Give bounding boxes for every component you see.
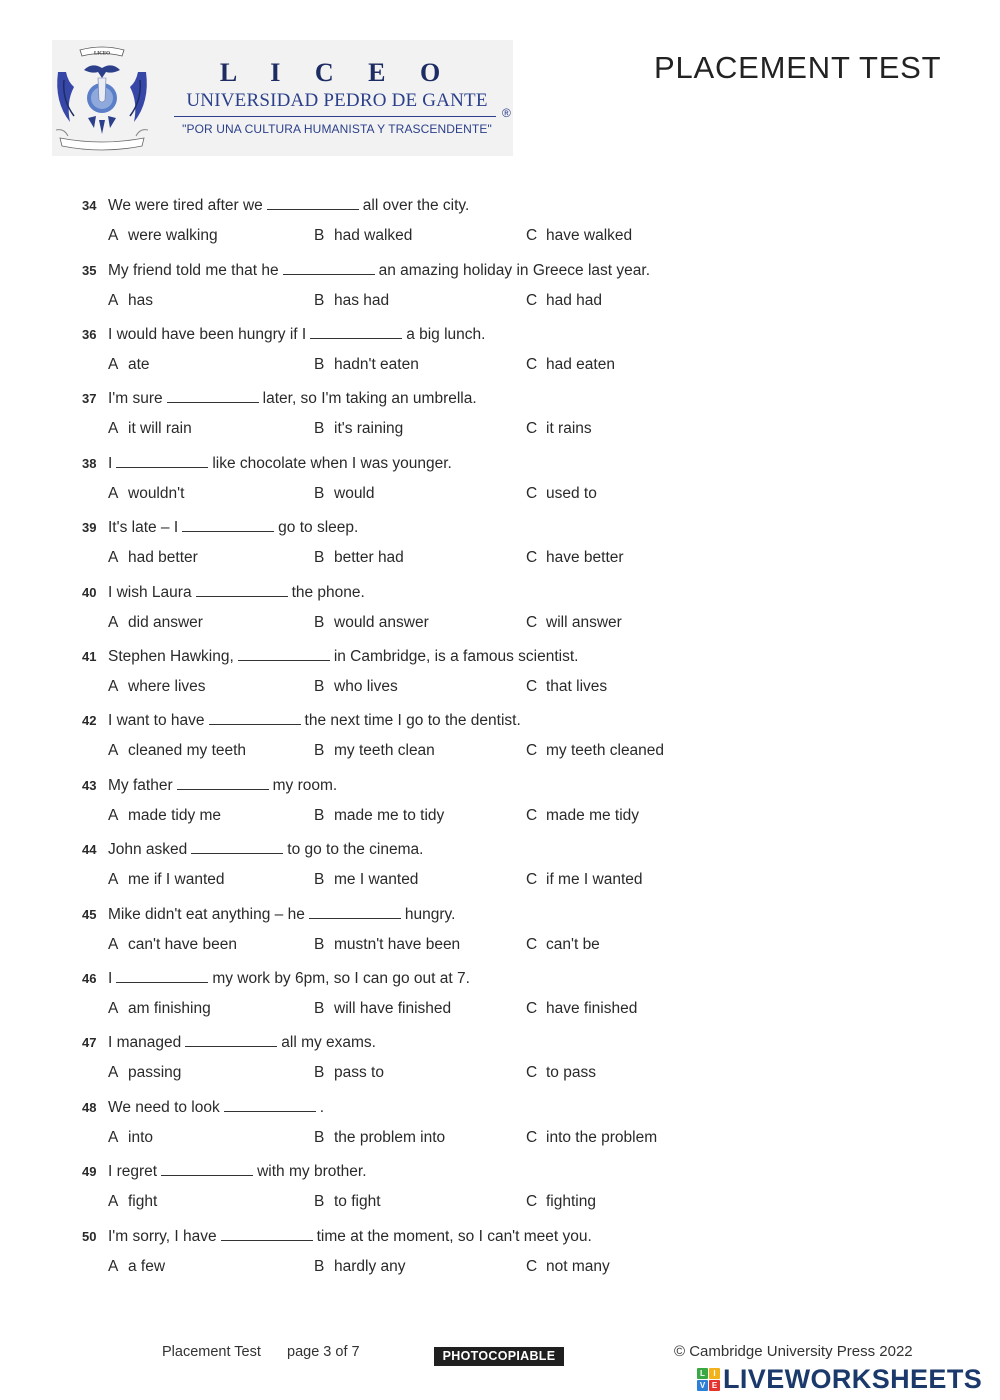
option-letter: B xyxy=(314,871,325,888)
question-number: 37 xyxy=(82,391,97,406)
option-text: me I wanted xyxy=(334,871,419,888)
option-letter: A xyxy=(108,614,119,631)
option-text: have walked xyxy=(546,227,633,244)
option-text: has xyxy=(128,292,153,309)
question-45 xyxy=(82,905,455,927)
option-letter: C xyxy=(526,292,538,309)
question-text-after: time at the moment, so I can't meet you. xyxy=(316,1228,592,1245)
question-text-after: like chocolate when I was younger. xyxy=(212,455,452,472)
question-text-before: We were tired after we xyxy=(108,197,263,214)
options-46 xyxy=(108,1000,708,1022)
option-b[interactable] xyxy=(314,227,412,245)
option-text: cleaned my teeth xyxy=(128,742,247,759)
option-a[interactable] xyxy=(108,742,246,760)
option-letter: C xyxy=(526,1064,538,1081)
option-letter: A xyxy=(108,1193,119,1210)
options-39 xyxy=(108,549,708,571)
question-number: 34 xyxy=(82,198,97,213)
option-a[interactable] xyxy=(108,614,203,632)
banner-divider xyxy=(174,116,496,117)
question-text-before: I would have been hungry if I xyxy=(108,326,307,343)
question-36 xyxy=(82,325,485,347)
question-text-after: all over the city. xyxy=(362,197,470,214)
option-letter: C xyxy=(526,485,538,502)
question-number: 47 xyxy=(82,1035,97,1050)
crest-emblem-icon xyxy=(52,42,152,154)
option-c[interactable] xyxy=(526,356,615,374)
option-text: made me tidy xyxy=(546,807,640,824)
answer-blank[interactable] xyxy=(310,325,402,339)
option-text: that lives xyxy=(546,678,608,695)
option-letter: A xyxy=(108,227,119,244)
question-text-before: My friend told me that he xyxy=(108,262,279,279)
question-text-after: hungry. xyxy=(404,906,456,923)
option-text: did answer xyxy=(128,614,203,631)
option-text: pass to xyxy=(334,1064,384,1081)
option-letter: A xyxy=(108,485,119,502)
option-letter: B xyxy=(314,1129,325,1146)
answer-blank[interactable] xyxy=(191,840,283,854)
institution-logo-banner xyxy=(52,40,513,156)
question-42 xyxy=(82,711,521,733)
answer-blank[interactable] xyxy=(209,711,301,725)
question-46 xyxy=(82,969,470,991)
option-letter: C xyxy=(526,614,538,631)
question-text-before: I xyxy=(108,455,113,472)
option-text: who lives xyxy=(334,678,398,695)
option-letter: B xyxy=(314,549,325,566)
option-text: into the problem xyxy=(546,1129,658,1146)
option-text: to pass xyxy=(546,1064,596,1081)
option-letter: C xyxy=(526,1258,538,1275)
question-48 xyxy=(82,1098,324,1120)
option-text: if me I wanted xyxy=(546,871,643,888)
live-block-l: L xyxy=(697,1368,708,1379)
option-letter: A xyxy=(108,871,119,888)
question-number: 35 xyxy=(82,263,97,278)
options-40 xyxy=(108,614,708,636)
option-c[interactable] xyxy=(526,549,624,567)
question-text-after: my work by 6pm, so I can go out at 7. xyxy=(212,970,470,987)
question-number: 43 xyxy=(82,778,97,793)
option-text: made tidy me xyxy=(128,807,222,824)
option-text: am finishing xyxy=(128,1000,211,1017)
question-number: 36 xyxy=(82,327,97,342)
option-c[interactable] xyxy=(526,420,592,438)
option-b[interactable] xyxy=(314,549,404,567)
option-text: had walked xyxy=(334,227,413,244)
option-letter: B xyxy=(314,614,325,631)
option-letter: A xyxy=(108,420,119,437)
option-letter: C xyxy=(526,936,538,953)
option-text: fighting xyxy=(546,1193,596,1210)
footer-page-number: page 3 of 7 xyxy=(287,1344,360,1360)
option-text: the problem into xyxy=(334,1129,446,1146)
option-c[interactable] xyxy=(526,485,597,503)
option-text: passing xyxy=(128,1064,182,1081)
option-letter: A xyxy=(108,356,119,373)
option-a[interactable] xyxy=(108,678,206,696)
answer-blank[interactable] xyxy=(116,454,208,468)
option-b[interactable] xyxy=(314,614,429,632)
option-letter: A xyxy=(108,1000,119,1017)
institution-motto: "POR UNA CULTURA HUMANISTA Y TRASCENDENTE" xyxy=(182,122,492,136)
option-b[interactable] xyxy=(314,1193,381,1211)
answer-blank[interactable] xyxy=(267,196,359,210)
option-text: mustn't have been xyxy=(334,936,461,953)
option-a[interactable] xyxy=(108,292,153,310)
option-letter: C xyxy=(526,1193,538,1210)
question-41 xyxy=(82,647,578,669)
option-text: better had xyxy=(334,549,404,566)
question-text-before: It's late – I xyxy=(108,519,179,536)
option-letter: B xyxy=(314,227,325,244)
live-block-e: E xyxy=(709,1380,720,1391)
option-text: can't be xyxy=(546,936,600,953)
option-letter: A xyxy=(108,549,119,566)
option-b[interactable] xyxy=(314,485,375,503)
question-text-before: Stephen Hawking, xyxy=(108,648,234,665)
option-c[interactable] xyxy=(526,292,602,310)
footer-test-name: Placement Test xyxy=(162,1344,261,1360)
option-text: had better xyxy=(128,549,198,566)
registered-mark: ® xyxy=(502,106,511,120)
question-50 xyxy=(82,1227,592,1249)
options-35 xyxy=(108,292,708,314)
photocopiable-badge: PHOTOCOPIABLE xyxy=(434,1347,564,1366)
option-a[interactable] xyxy=(108,807,221,825)
option-letter: B xyxy=(314,420,325,437)
question-text-before: I wish Laura xyxy=(108,584,192,601)
answer-blank[interactable] xyxy=(283,261,375,275)
option-a[interactable] xyxy=(108,549,198,567)
option-a[interactable] xyxy=(108,1064,181,1082)
option-letter: B xyxy=(314,1193,325,1210)
option-letter: C xyxy=(526,1000,538,1017)
answer-blank[interactable] xyxy=(185,1033,277,1047)
option-c[interactable] xyxy=(526,1193,596,1211)
option-c[interactable] xyxy=(526,871,643,889)
options-41 xyxy=(108,678,708,700)
copyright-notice: © Cambridge University Press 2022 xyxy=(674,1343,913,1360)
option-b[interactable] xyxy=(314,420,403,438)
option-a[interactable] xyxy=(108,1193,157,1211)
liveworksheets-logo[interactable] xyxy=(697,1365,982,1393)
option-text: hadn't eaten xyxy=(334,356,419,373)
option-b[interactable] xyxy=(314,356,419,374)
page-title: PLACEMENT TEST xyxy=(654,50,942,85)
option-text: where lives xyxy=(128,678,206,695)
option-letter: B xyxy=(314,936,325,953)
question-text-before: Mike didn't eat anything – he xyxy=(108,906,305,923)
live-block-v: V xyxy=(697,1380,708,1391)
option-text: used to xyxy=(546,485,597,502)
answer-blank[interactable] xyxy=(221,1227,313,1241)
question-text-after: my room. xyxy=(272,777,338,794)
question-text-after: the phone. xyxy=(291,584,365,601)
option-text: would xyxy=(334,485,375,502)
live-block-i: I xyxy=(709,1368,720,1379)
option-b[interactable] xyxy=(314,807,444,825)
option-letter: A xyxy=(108,1258,119,1275)
option-text: had had xyxy=(546,292,603,309)
option-a[interactable] xyxy=(108,485,184,503)
option-letter: C xyxy=(526,678,538,695)
option-letter: B xyxy=(314,1000,325,1017)
option-text: were walking xyxy=(128,227,218,244)
question-text-before: I want to have xyxy=(108,712,205,729)
question-text-before: We need to look xyxy=(108,1099,220,1116)
question-40 xyxy=(82,583,365,605)
question-number: 41 xyxy=(82,649,97,664)
option-letter: C xyxy=(526,549,538,566)
option-c[interactable] xyxy=(526,1129,657,1147)
answer-blank[interactable] xyxy=(238,647,330,661)
question-text-after: in Cambridge, is a famous scientist. xyxy=(333,648,579,665)
question-text-after: later, so I'm taking an umbrella. xyxy=(262,390,477,407)
answer-blank[interactable] xyxy=(182,518,274,532)
question-text-after: a big lunch. xyxy=(406,326,486,343)
option-c[interactable] xyxy=(526,1064,596,1082)
question-number: 39 xyxy=(82,520,97,535)
option-c[interactable] xyxy=(526,1000,637,1018)
option-c[interactable] xyxy=(526,807,639,825)
options-48 xyxy=(108,1129,708,1151)
options-34 xyxy=(108,227,708,249)
question-text-after: an amazing holiday in Greece last year. xyxy=(378,262,650,279)
question-39 xyxy=(82,518,358,540)
option-a[interactable] xyxy=(108,356,150,374)
question-text-before: John asked xyxy=(108,841,188,858)
option-text: has had xyxy=(334,292,390,309)
option-a[interactable] xyxy=(108,1258,165,1276)
option-letter: B xyxy=(314,485,325,502)
institution-title: L I C E O xyxy=(219,58,455,87)
question-44 xyxy=(82,840,423,862)
question-43 xyxy=(82,776,337,798)
answer-blank[interactable] xyxy=(167,389,259,403)
option-text: wouldn't xyxy=(128,485,185,502)
option-letter: B xyxy=(314,807,325,824)
option-text: ate xyxy=(128,356,150,373)
option-letter: C xyxy=(526,742,538,759)
options-43 xyxy=(108,807,708,829)
option-letter: A xyxy=(108,807,119,824)
question-text-before: I xyxy=(108,970,113,987)
option-text: a few xyxy=(128,1258,166,1275)
answer-blank[interactable] xyxy=(177,776,269,790)
option-text: fight xyxy=(128,1193,158,1210)
option-letter: B xyxy=(314,678,325,695)
option-b[interactable] xyxy=(314,742,435,760)
option-text: it will rain xyxy=(128,420,192,437)
option-text: me if I wanted xyxy=(128,871,225,888)
options-49 xyxy=(108,1193,708,1215)
option-a[interactable] xyxy=(108,1129,153,1147)
svg-text:LICEO: LICEO xyxy=(93,51,111,57)
option-text: my teeth cleaned xyxy=(546,742,665,759)
option-c[interactable] xyxy=(526,936,600,954)
question-text-after: all my exams. xyxy=(281,1034,376,1051)
options-42 xyxy=(108,742,708,764)
option-letter: C xyxy=(526,807,538,824)
option-text: had eaten xyxy=(546,356,615,373)
option-letter: B xyxy=(314,1258,325,1275)
option-b[interactable] xyxy=(314,1258,406,1276)
option-letter: C xyxy=(526,871,538,888)
question-number: 49 xyxy=(82,1164,97,1179)
question-number: 42 xyxy=(82,713,97,728)
question-number: 38 xyxy=(82,456,97,471)
options-44 xyxy=(108,871,708,893)
options-50 xyxy=(108,1258,708,1280)
question-text-after: to go to the cinema. xyxy=(287,841,424,858)
option-text: my teeth clean xyxy=(334,742,435,759)
answer-blank[interactable] xyxy=(196,583,288,597)
question-text-before: I regret xyxy=(108,1163,158,1180)
option-c[interactable] xyxy=(526,1258,610,1276)
options-36 xyxy=(108,356,708,378)
option-text: made me to tidy xyxy=(334,807,445,824)
option-text: to fight xyxy=(334,1193,381,1210)
question-number: 40 xyxy=(82,585,97,600)
question-35 xyxy=(82,261,650,283)
option-letter: A xyxy=(108,678,119,695)
question-49 xyxy=(82,1162,367,1184)
option-text: have finished xyxy=(546,1000,638,1017)
option-letter: C xyxy=(526,227,538,244)
option-letter: C xyxy=(526,420,538,437)
answer-blank[interactable] xyxy=(161,1162,253,1176)
option-text: would answer xyxy=(334,614,429,631)
option-b[interactable] xyxy=(314,292,389,310)
question-number: 44 xyxy=(82,842,97,857)
option-letter: B xyxy=(314,1064,325,1081)
question-38 xyxy=(82,454,452,476)
option-text: have better xyxy=(546,549,624,566)
option-letter: A xyxy=(108,1129,119,1146)
option-letter: B xyxy=(314,356,325,373)
question-text-before: My father xyxy=(108,777,173,794)
option-a[interactable] xyxy=(108,420,192,438)
option-letter: A xyxy=(108,1064,119,1081)
options-45 xyxy=(108,936,708,958)
question-text-before: I managed xyxy=(108,1034,182,1051)
option-letter: A xyxy=(108,936,119,953)
question-34 xyxy=(82,196,469,218)
option-text: into xyxy=(128,1129,153,1146)
option-text: not many xyxy=(546,1258,610,1275)
option-b[interactable] xyxy=(314,1129,445,1147)
live-blocks-icon xyxy=(697,1368,720,1391)
options-47 xyxy=(108,1064,708,1086)
option-letter: B xyxy=(314,742,325,759)
option-letter: B xyxy=(314,292,325,309)
question-text-after: go to sleep. xyxy=(278,519,359,536)
option-text: can't have been xyxy=(128,936,237,953)
question-number: 50 xyxy=(82,1229,97,1244)
option-letter: A xyxy=(108,742,119,759)
question-number: 45 xyxy=(82,907,97,922)
option-b[interactable] xyxy=(314,871,418,889)
option-b[interactable] xyxy=(314,678,398,696)
question-37 xyxy=(82,389,477,411)
question-text-before: I'm sure xyxy=(108,390,163,407)
question-47 xyxy=(82,1033,376,1055)
options-38 xyxy=(108,485,708,507)
answer-blank[interactable] xyxy=(116,969,208,983)
option-text: hardly any xyxy=(334,1258,406,1275)
option-c[interactable] xyxy=(526,614,622,632)
option-a[interactable] xyxy=(108,871,225,889)
option-letter: C xyxy=(526,1129,538,1146)
option-text: it rains xyxy=(546,420,592,437)
option-letter: A xyxy=(108,292,119,309)
option-text: will have finished xyxy=(334,1000,452,1017)
option-letter: C xyxy=(526,356,538,373)
option-a[interactable] xyxy=(108,1000,211,1018)
option-text: will answer xyxy=(546,614,622,631)
liveworksheets-wordmark: LIVEWORKSHEETS xyxy=(723,1363,983,1394)
institution-name: UNIVERSIDAD PEDRO DE GANTE xyxy=(186,90,488,111)
option-c[interactable] xyxy=(526,742,664,760)
option-b[interactable] xyxy=(314,1000,451,1018)
option-text: it's raining xyxy=(334,420,404,437)
option-b[interactable] xyxy=(314,1064,384,1082)
question-text-after: with my brother. xyxy=(257,1163,367,1180)
question-text-after: . xyxy=(319,1099,325,1116)
option-a[interactable] xyxy=(108,936,237,954)
option-c[interactable] xyxy=(526,678,607,696)
option-a[interactable] xyxy=(108,227,218,245)
answer-blank[interactable] xyxy=(224,1098,316,1112)
option-b[interactable] xyxy=(314,936,460,954)
question-text-before: I'm sorry, I have xyxy=(108,1228,217,1245)
question-number: 48 xyxy=(82,1100,97,1115)
question-number: 46 xyxy=(82,971,97,986)
question-text-after: the next time I go to the dentist. xyxy=(304,712,521,729)
options-37 xyxy=(108,420,708,442)
option-c[interactable] xyxy=(526,227,632,245)
answer-blank[interactable] xyxy=(309,905,401,919)
